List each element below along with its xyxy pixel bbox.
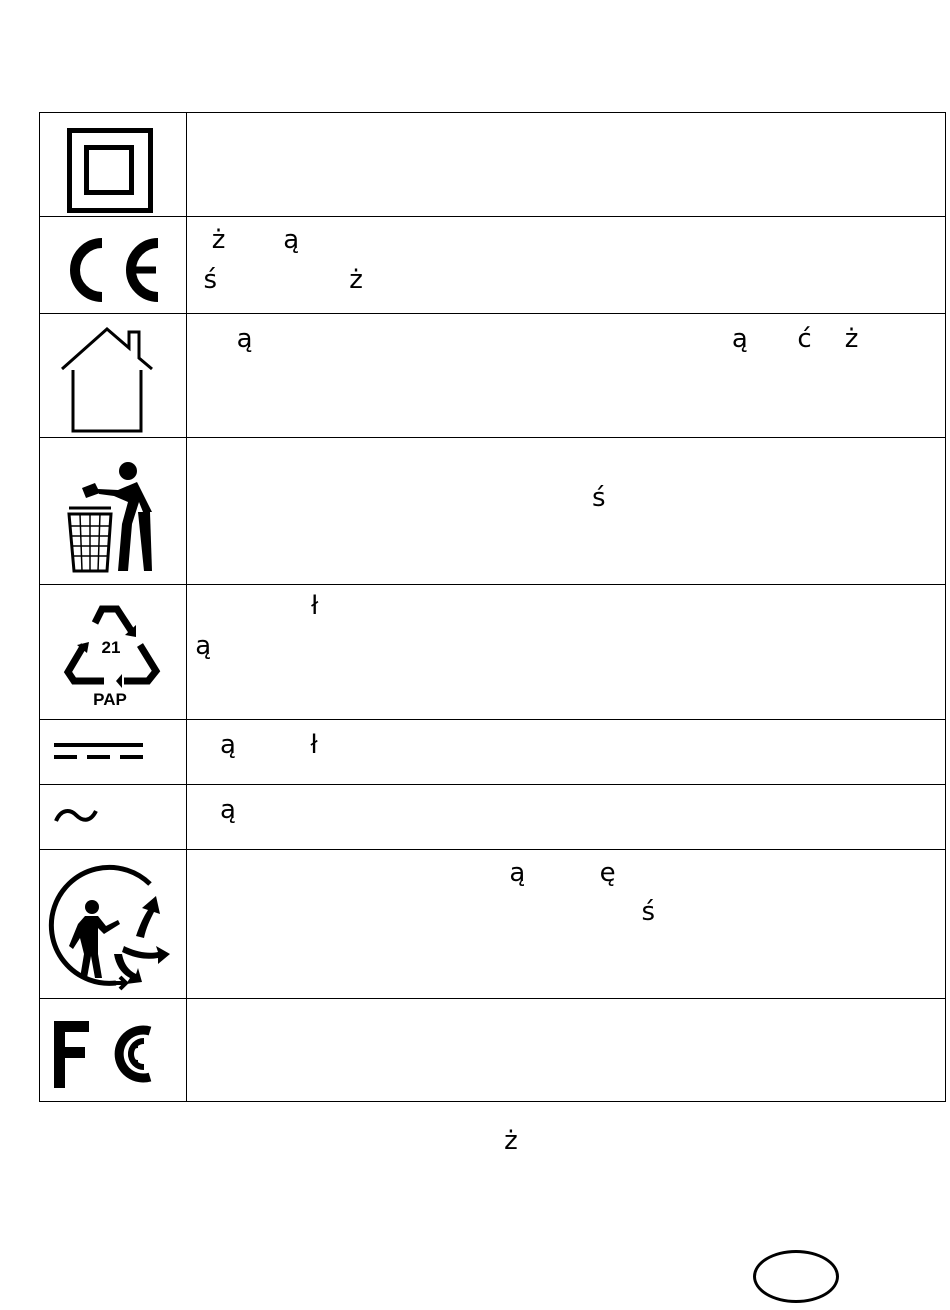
footnote-text: ż: [0, 1126, 518, 1156]
description-cell: [187, 217, 946, 314]
description-cell: [187, 999, 946, 1102]
icon-cell: [40, 585, 187, 720]
symbol-row-fcc: [40, 999, 946, 1102]
tidy-man-disposal-icon: [40, 438, 186, 585]
description-line: ł: [187, 591, 319, 621]
direct-current-icon: [40, 720, 186, 785]
indoor-use-house-icon: [40, 314, 186, 438]
icon-cell: [40, 113, 187, 217]
recycling-code-label: 21: [101, 638, 121, 657]
icon-cell: [40, 438, 187, 585]
ce-mark-icon: [40, 217, 186, 314]
symbols-table: [39, 112, 946, 1102]
page-number-oval: [753, 1250, 839, 1303]
description-cell: [187, 785, 946, 850]
description-line: ś: [187, 897, 656, 927]
description-line: ą ą ć ż: [187, 324, 859, 354]
symbol-row-recycling-pap: [40, 585, 946, 720]
symbol-row-triman: [40, 850, 946, 999]
symbol-row-double-insulation: [40, 113, 946, 217]
symbol-row-indoor-use: [40, 314, 946, 438]
icon-cell: [40, 217, 187, 314]
icon-cell: [40, 850, 187, 999]
symbol-row-alternating-current: [40, 785, 946, 850]
description-line: ą ł: [187, 730, 318, 760]
recycling-material-label: PAP: [93, 690, 127, 709]
icon-cell: [40, 314, 187, 438]
description-cell: [187, 850, 946, 999]
description-line: ą ę: [187, 858, 616, 888]
triman-recycling-icon: [40, 850, 186, 999]
description-cell: [187, 720, 946, 785]
description-line: ą: [187, 631, 212, 661]
icon-cell: [40, 785, 187, 850]
alternating-current-icon: [40, 785, 186, 850]
description-line: ą: [187, 795, 236, 825]
icon-cell: [40, 720, 187, 785]
description-cell: [187, 585, 946, 720]
description-line: ż ą: [187, 225, 300, 255]
icon-cell: [40, 999, 187, 1102]
description-line: ś ż: [187, 265, 363, 295]
symbol-row-direct-current: [40, 720, 946, 785]
fcc-mark-icon: [40, 999, 186, 1102]
description-line: ś: [187, 483, 606, 513]
double-insulation-icon: [40, 113, 186, 217]
symbol-row-disposal: [40, 438, 946, 585]
recycling-pap-21-icon: [40, 585, 186, 720]
description-cell: [187, 314, 946, 438]
description-cell: [187, 113, 946, 217]
description-cell: [187, 438, 946, 585]
symbol-row-ce: [40, 217, 946, 314]
